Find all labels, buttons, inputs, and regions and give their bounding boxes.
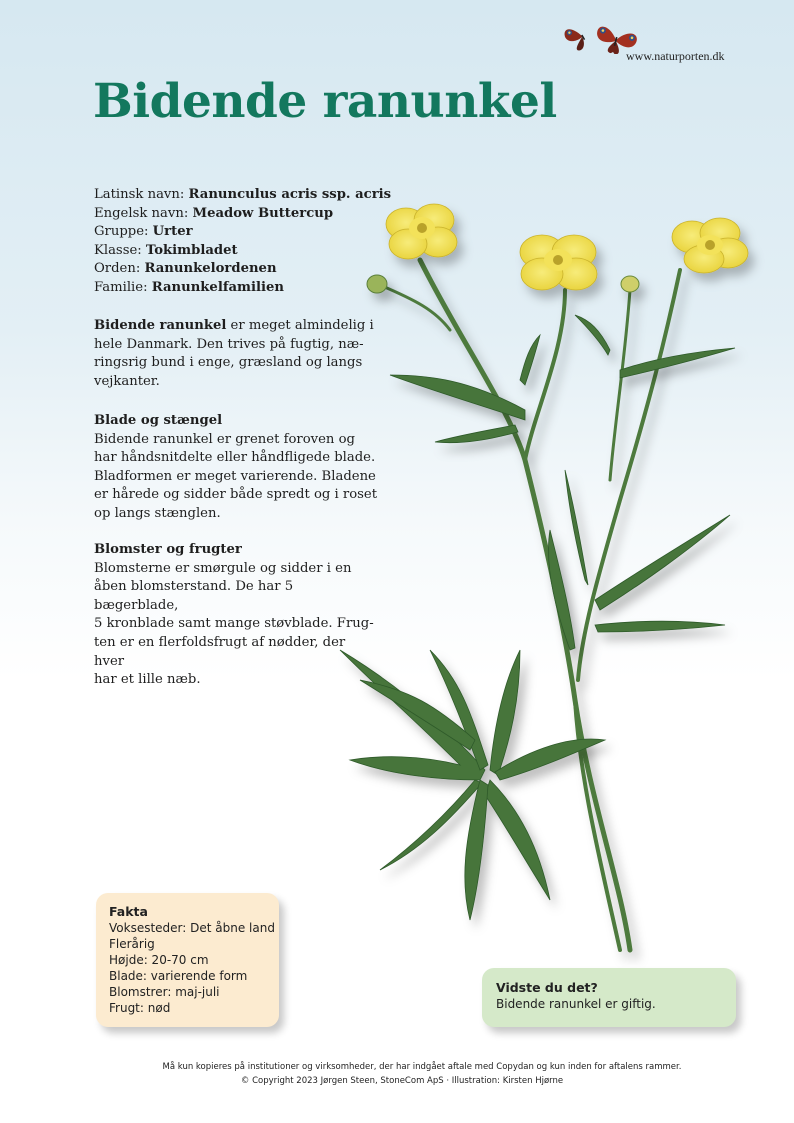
section-heading: Blomster og frugter — [94, 542, 242, 557]
buttercup-illustration — [320, 180, 780, 970]
vidste-text: Bidende ranunkel er giftig. — [496, 997, 656, 1011]
taxonomy-group: Gruppe: Urter — [94, 224, 193, 240]
taxonomy-latin: Latinsk navn: Ranunculus acris ssp. acris — [94, 187, 392, 202]
section-heading: Blade og stængel — [94, 413, 223, 428]
fakta-title: Fakta — [109, 904, 148, 919]
taxonomy-class: Klasse: Tokimbladet — [94, 242, 238, 258]
taxonomy-family: Familie: Ranunkelfamilien — [94, 279, 285, 295]
fakta-line: Blade: varierende form — [109, 969, 248, 983]
section-blomster: Blomster og frugter Blomsterne er smørgule og sidder i en åben blomsterstand. De har 5 bægerblade, 5 kronblade samt mange støvblade. Frug- ten er en flerfoldsfrugt af nødder, der hver har et lille næb. — [94, 541, 379, 690]
fakta-box — [96, 893, 279, 1027]
intro-bold: Bidende ranunkel — [94, 318, 227, 333]
footer-copyright: © Copyright 2023 Jørgen Steen, StoneCom ApS · Illustration: Kirsten Hjørne — [240, 1076, 564, 1086]
fakta-line: Flerårig — [109, 937, 155, 951]
fakta-line: Voksesteder: Det åbne land — [109, 921, 275, 935]
fakta-line: Højde: 20-70 cm — [109, 953, 209, 967]
taxonomy-order: Orden: Ranunkelordenen — [94, 261, 277, 277]
intro-paragraph: Bidende ranunkel er meget almindelig i hele Danmark. Den trives på fugtig, næ- ringsrig bund i enge, græsland og langs vejkanter. — [94, 318, 374, 389]
fakta-line: Frugt: nød — [109, 1001, 171, 1015]
footer-license: Må kun kopieres på institutioner og virksomheder, der har indgået aftale med Copydan og kun inden for aftalens rammer. — [162, 1062, 682, 1072]
site-header — [0, 0, 794, 70]
vidste-title: Vidste du det? — [496, 980, 598, 995]
fakta-line: Blomstrer: maj-juli — [109, 985, 220, 999]
page-title: Bidende ranunkel — [93, 74, 557, 129]
site-url[interactable]: www.naturporten.dk — [626, 49, 725, 63]
vidste-box — [482, 968, 736, 1027]
section-blade: Blade og stængel Bidende ranunkel er grenet foroven og har håndsnitdelte eller håndfligede blade. Bladformen er meget varierende. Bladene er hårede og sidder både spredt og i roset op langs stænglen. — [94, 413, 378, 521]
taxonomy-english: Engelsk navn: Meadow Buttercup — [94, 205, 334, 221]
footer — [0, 1060, 794, 1088]
